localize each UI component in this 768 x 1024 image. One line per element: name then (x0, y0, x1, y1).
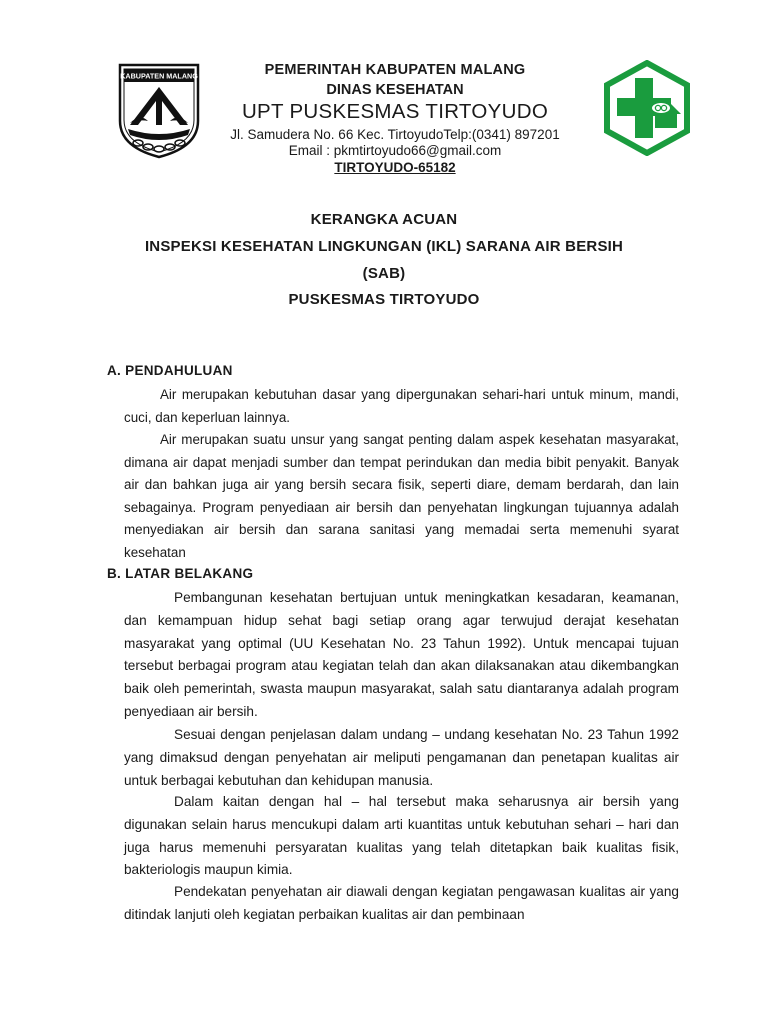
paragraph: Pendekatan penyehatan air diawali dengan kegiatan pengawasan kualitas air yang ditindak lanjuti oleh kegiatan perbaikan kualitas air dan pembinaan (124, 884, 679, 922)
paragraph: Air merupakan kebutuhan dasar yang dipergunakan sehari-hari untuk minum, mandi, cuci, dan keperluan lainnya. (124, 387, 679, 425)
paragraph: Dalam kaitan dengan hal – hal tersebut maka seharusnya air bersih yang digunakan selain harus mencukupi dalam arti kuantitas untuk kebutuhan sehari – hari dan juga harus memenuhi persyaratan kualitas yang telah ditetapkan baik kualitas fisik, bakteriologis maupun kimia. (124, 794, 679, 878)
puskesmas-logo-icon (603, 60, 691, 156)
section-heading-pendahuluan: A. PENDAHULUAN (107, 363, 233, 378)
paragraph: Pembangunan kesehatan bertujuan untuk meningkatkan kesadaran, keamanan, dan kemampuan hidup sehat bagi setiap orang agar terwujud derajat kesehatan masyarakat yang optimal (UU Kesehatan No. 23 Tahun 1992). Untuk mencapai tujuan tersebut berbagai program atau kegiatan telah dan akan dilaksanakan atau dikembangkan baik oleh pemerintah, swasta maupun masyarakat, salah satu diantaranya adalah program penyediaan air bersih. (124, 590, 679, 719)
document-type-title: KERANGKA ACUAN (310, 211, 458, 228)
email-line: Email : pkmtirtoyudo66@gmail.com (288, 143, 502, 158)
postal-line: TIRTOYUDO-65182 (334, 160, 456, 175)
document-subject-title: INSPEKSI KESEHATAN LINGKUNGAN (IKL) SARANA AIR BERSIH (144, 238, 624, 255)
address-phone: Jl. Samudera No. 66 Kec. TirtoyudoTelp:(0341) 897201 (230, 127, 560, 142)
document-institution-title: PUSKESMAS TIRTOYUDO (288, 291, 480, 308)
document-subject-abbrev: (SAB) (362, 265, 406, 282)
paragraph: Air merupakan suatu unsur yang sangat penting dalam aspek kesehatan masyarakat, dimana air dapat menjadi sumber dan tempat perindukan dan media bibit penyakit. Banyak air dan bahkan juga air yang bersih secara fisik, seperti diare, demam berdarah, dan lain sebagainya. Program penyediaan air bersih dan penyehatan lingkungan tujuannya adalah menyediakan air bersih dan sarana sanitasi yang memadai serta memenuhi syarat kesehatan (124, 432, 679, 560)
government-name: PEMERINTAH KABUPATEN MALANG (264, 62, 526, 78)
paragraph: Sesuai dengan penjelasan dalam undang – undang kesehatan No. 23 Tahun 1992 yang dimaksud dengan penyehatan air meliputi pengamanan dan penetapan kualitas air untuk berbagai kebutuhan dan kehidupan manusia. (124, 727, 679, 788)
letterhead (0, 0, 768, 190)
kabupaten-malang-crest-icon (116, 63, 202, 159)
crest-label: KABUPATEN MALANG (120, 71, 198, 81)
institution-name: UPT PUSKESMAS TIRTOYUDO (241, 100, 549, 123)
section-heading-latar-belakang: B. LATAR BELAKANG (107, 566, 254, 581)
department-name: DINAS KESEHATAN (326, 82, 464, 98)
